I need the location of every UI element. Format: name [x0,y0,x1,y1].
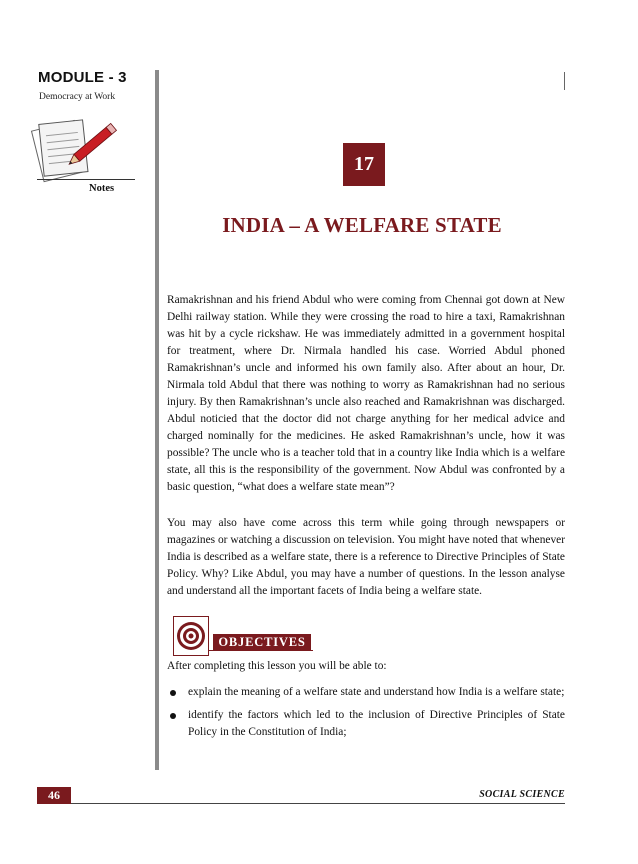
objectives-target-icon [173,616,209,656]
objective-text: explain the meaning of a welfare state and understand how India is a welfare state; [188,686,565,698]
notes-divider [37,179,135,180]
list-item [167,684,565,701]
bullet-icon [170,690,176,696]
chapter-title: INDIA – A WELFARE STATE [222,213,502,237]
module-title: MODULE - 3 [38,69,127,86]
footer-rule [71,803,565,804]
module-subtitle: Democracy at Work [39,92,116,102]
notes-label: Notes [89,183,115,194]
margin-rule [155,70,159,770]
objectives-list [167,684,565,747]
objective-text: identify the factors which led to the inclusion of Directive Principles of State Policy in the Constitution of India; [188,709,565,738]
paragraph: Ramakrishnan and his friend Abdul who were coming from Chennai got down at New Delhi railway station. While they were crossing the road to hire a taxi, Ramakrishnan was hit by a cycle rickshaw. He was immediately admitted in a government hospital for treatment, where Dr. Nirmala handled his case. Worried Abdul phoned Ramakrishnan’s uncle and informed his own family also. After about an hour, Dr. Nirmala told Abdul that there was nothing to worry as Ramakrishnan had no serious injury. By then Ramakrishnan’s uncle also reached and Ramakrishnan was discharged. Abdul noticied that the doctor did not charge anything for her medical advice and charged nominally for the medicines. He asked Ramakrishnan’s uncle, how it was possible? The uncle who is a teacher told that in a country like India which is a welfare state, all this is the responsibility of the government. Now Abdul was confronted by a basic question, “what does a welfare state mean”? [167,294,565,493]
notes-pencil-icon [24,114,134,188]
objectives-intro: After completing this lesson you will be able to: [167,660,387,672]
chapter-number: 17 [343,143,385,186]
bullet-icon [170,713,176,719]
list-item [167,707,565,741]
header-tick [564,72,565,90]
objectives-heading: OBJECTIVES [213,634,311,650]
footer-subject: SOCIAL SCIENCE [479,789,565,800]
page-number: 46 [37,787,71,804]
paragraph: You may also have come across this term while going through newspapers or magazines or watching a discussion on television. You might have noted that whenever India is described as a welfare state, there is a reference to Directive Principles of State Policy. Why? Like Abdul, you may have a number of questions. In the lesson analyse and understand all the important facets of India being a welfare state. [167,517,565,597]
objectives-underline [209,650,313,651]
